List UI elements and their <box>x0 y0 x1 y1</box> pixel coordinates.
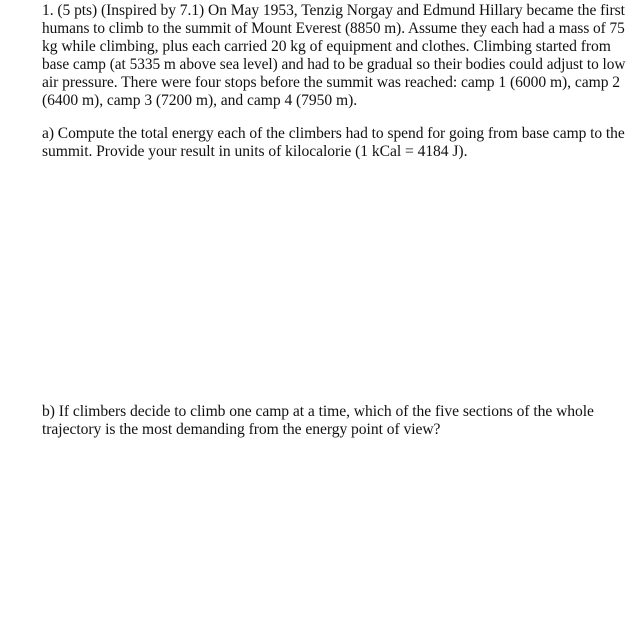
intro-line-6: (6400 m), camp 3 (7200 m), and camp 4 (7950 m). <box>42 92 358 109</box>
part-b-line-1: b) If climbers decide to climb one camp at a time, which of the five sections of the whole <box>42 403 594 420</box>
part-a-line-2: summit. Provide your result in units of kilocalorie (1 kCal = 4184 J). <box>42 143 468 160</box>
intro-line-3: kg while climbing, plus each carried 20 kg of equipment and clothes. Climbing started from <box>42 38 611 55</box>
part-b-line-2: trajectory is the most demanding from the energy point of view? <box>42 421 441 438</box>
intro-line-5: air pressure. There were four stops before the summit was reached: camp 1 (6000 m), camp 2 <box>42 74 621 91</box>
intro-line-1: 1. (5 pts) (Inspired by 7.1) On May 1953, Tenzig Norgay and Edmund Hillary became the first <box>42 2 625 19</box>
intro-line-4: base camp (at 5335 m above sea level) and had to be gradual so their bodies could adjust to low <box>42 56 626 73</box>
part-a-line-1: a) Compute the total energy each of the climbers had to spend for going from base camp to the <box>42 125 625 142</box>
intro-line-2: humans to climb to the summit of Mount Everest (8850 m). Assume they each had a mass of 75 <box>42 20 625 37</box>
